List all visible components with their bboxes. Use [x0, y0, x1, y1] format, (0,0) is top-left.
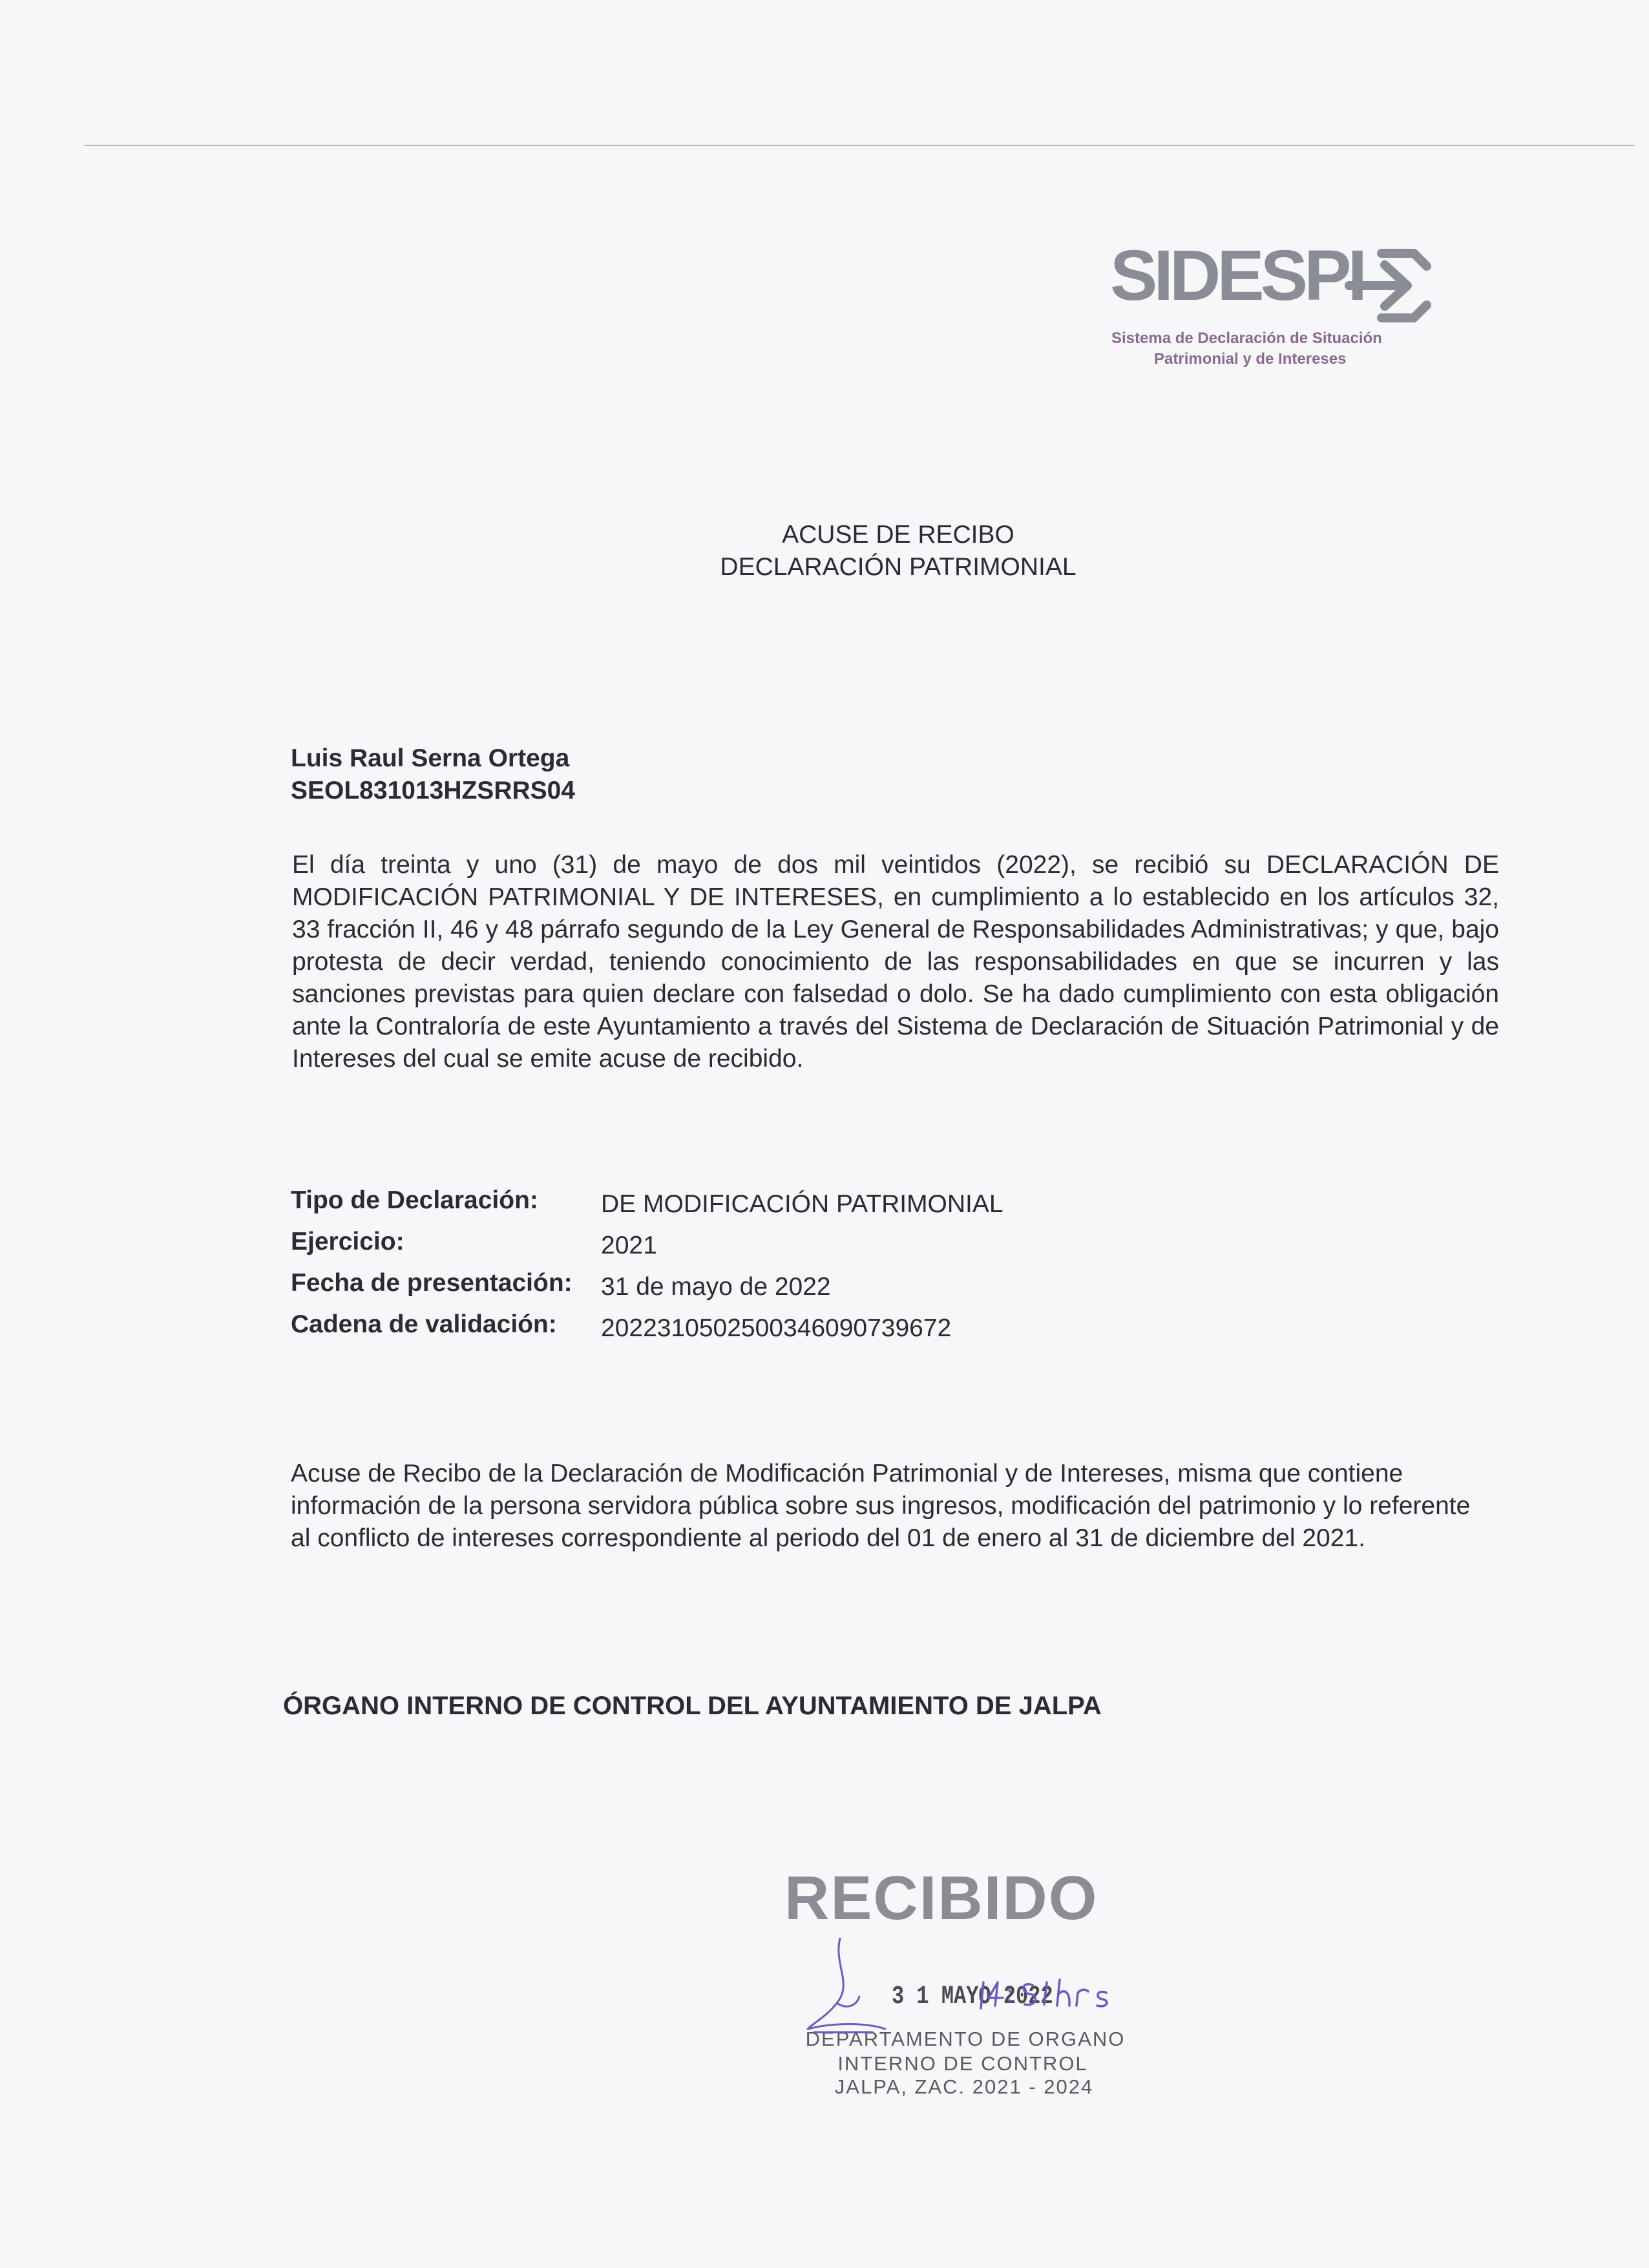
logo-wordmark: SIDESPI — [1110, 236, 1364, 315]
detail-value: 2021 — [601, 1232, 657, 1259]
logo-tagline-1: Sistema de Declaración de Situación — [1111, 330, 1382, 347]
document-title: ACUSE DE RECIBO — [782, 521, 1014, 549]
body-paragraph: El día treinta y uno (31) de mayo de dos mil veintidos (2022), se recibió su DECLARACIÓN DE MODIFICACIÓN PATRIMONIAL Y DE INTERESES, en cumplimiento a lo establecido en los artículos 32, 33 fracción II, 46 y 48 párrafo segundo de la Ley General de Responsabilidades Administrativas; y que, bajo protesta de decir verdad, teniendo conocimiento de las responsabilidades en que se incurren y las sanciones previstas para quien declare con falsedad o dolo. Se ha dado cumplimiento con esta obligación ante la Contraloría de este Ayuntamiento a través del Sistema de Declaración de Situación Patrimonial y de Intereses del cual se emite acuse de recibido. — [292, 851, 1499, 1073]
stamp-line: JALPA, ZAC. 2021 - 2024 — [834, 2075, 1094, 2098]
person-id: SEOL831013HZSRRS04 — [291, 777, 576, 804]
detail-value: 20223105025003460907396​72 — [601, 1314, 952, 1342]
top-rule — [84, 145, 1635, 146]
detail-value: 31 de mayo de 2022 — [601, 1273, 831, 1301]
detail-label: Tipo de Declaración: — [291, 1186, 538, 1214]
detail-value: DE MODIFICACIÓN PATRIMONIAL — [601, 1190, 1003, 1218]
footer-paragraph: Acuse de Recibo de la Declaración de Modificación Patrimonial y de Intereses, misma que contiene información de la persona servidora pública sobre sus ingresos, modificación del patrimonio y lo referente al conflicto de intereses correspondiente al periodo del 01 de enero al 31 de diciembre del 2021. — [291, 1460, 1471, 1552]
issuing-organ: ÓRGANO INTERNO DE CONTROL DEL AYUNTAMIENTO DE JALPA — [283, 1692, 1102, 1720]
arrows-icon — [1343, 240, 1440, 324]
detail-label: Ejercicio: — [291, 1228, 404, 1255]
detail-label: Cadena de validación: — [291, 1310, 557, 1338]
stamp-heading: RECIBIDO — [784, 1864, 1098, 1933]
stamp-line: DEPARTAMENTO DE ORGANO — [805, 2028, 1126, 2050]
stamp-date: 3 1 MAYO 2022 — [892, 1982, 1053, 2011]
stamp-line: INTERNO DE CONTROL — [837, 2052, 1088, 2075]
document-subtitle: DECLARACIÓN PATRIMONIAL — [720, 553, 1077, 581]
detail-label: Fecha de presentación: — [291, 1269, 572, 1297]
handwritten-signature — [775, 1926, 1163, 2055]
sidespi-logo — [1110, 236, 1446, 376]
person-name: Luis Raul Serna Ortega — [291, 744, 570, 772]
logo-tagline-2: Patrimonial y de Intereses — [1154, 350, 1347, 368]
